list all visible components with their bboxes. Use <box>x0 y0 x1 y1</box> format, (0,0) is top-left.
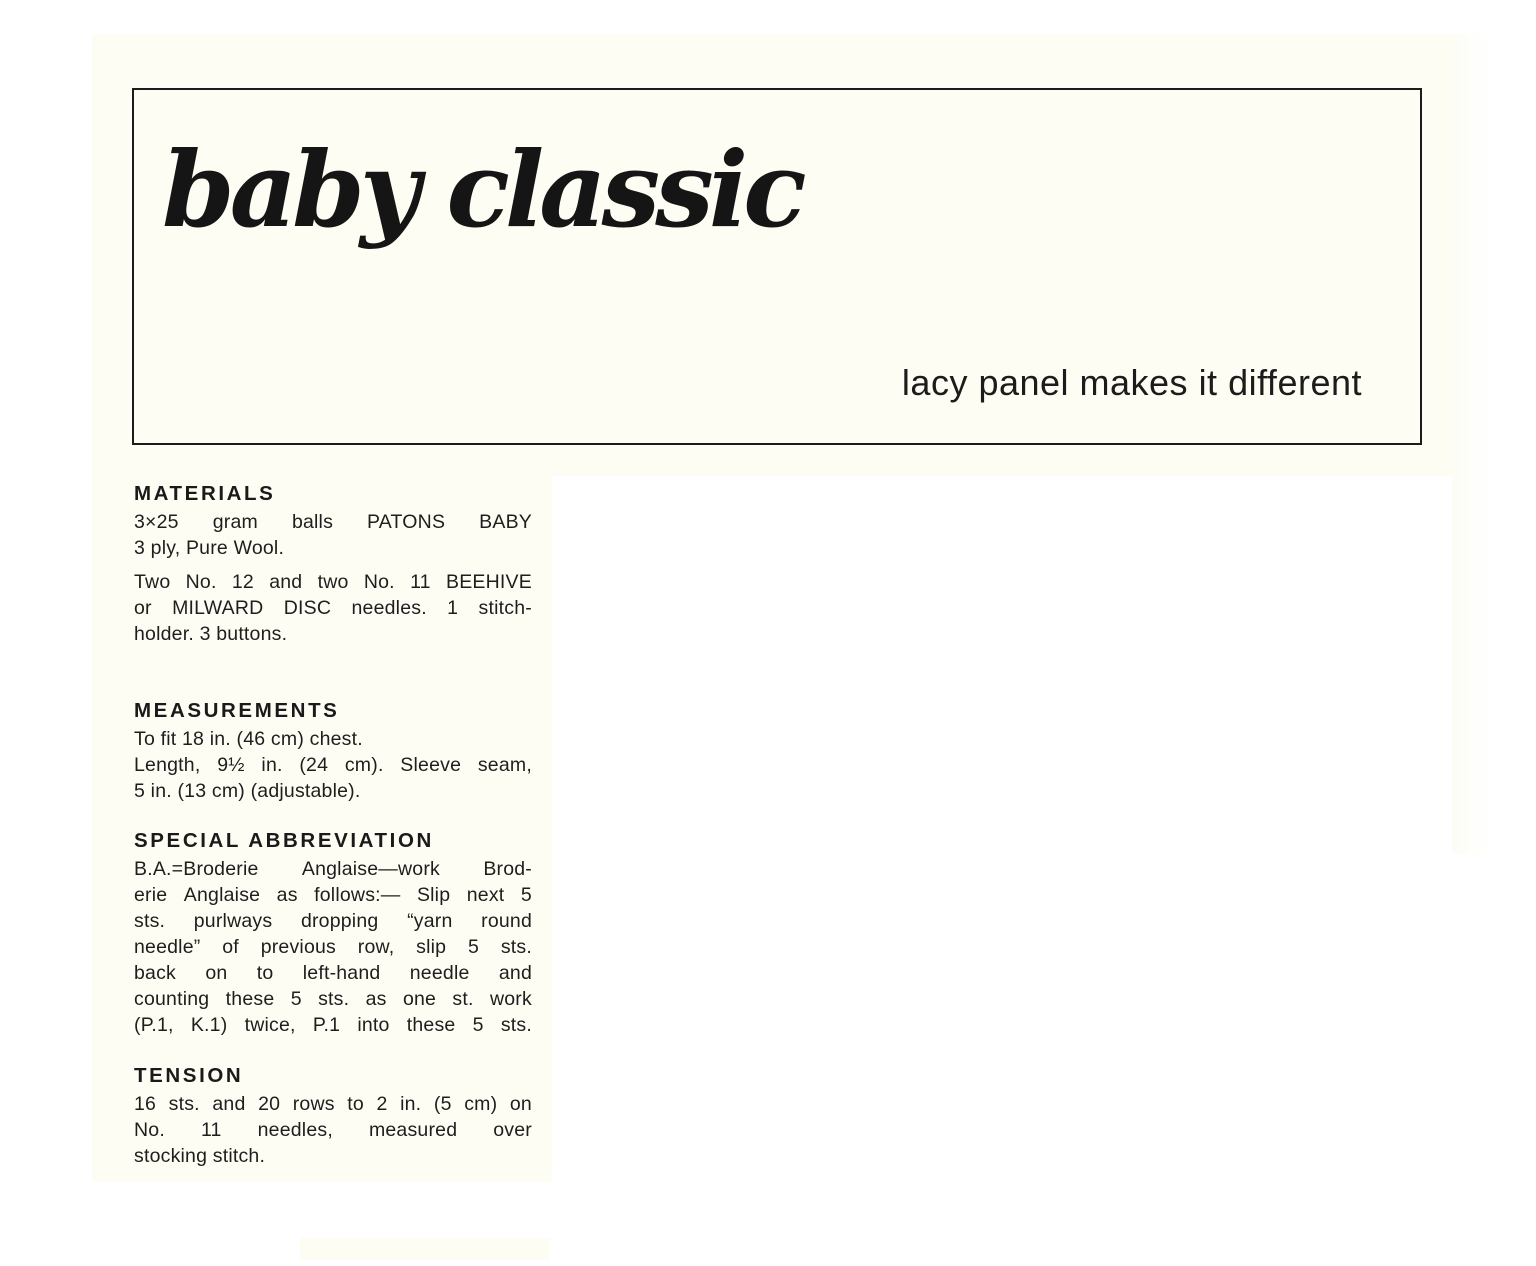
abbreviation-line: counting these 5 sts. as one st. work <box>134 988 532 1010</box>
tension-section <box>134 1062 532 1169</box>
materials-section <box>134 480 532 647</box>
abbreviation-line: erie Anglaise as follows:— Slip next 5 <box>134 884 532 906</box>
measurements-section <box>134 697 532 804</box>
tension-line: stocking stitch. <box>134 1145 266 1167</box>
materials-line: 3×25 gram balls PATONS BABY <box>134 511 532 533</box>
special-abbreviation-section <box>134 827 532 1038</box>
materials-line: or MILWARD DISC needles. 1 stitch- <box>134 597 532 619</box>
measurements-line: 5 in. (13 cm) (adjustable). <box>134 780 361 802</box>
tension-line: No. 11 needles, measured over <box>134 1119 532 1141</box>
materials-line: Two No. 12 and two No. 11 BEEHIVE <box>134 571 532 593</box>
abbreviation-line: sts. purlways dropping “yarn round <box>134 910 532 932</box>
abbreviation-line: (P.1, K.1) twice, P.1 into these 5 sts. <box>134 1014 532 1036</box>
abbreviation-line: needle” of previous row, slip 5 sts. <box>134 936 532 958</box>
materials-line: holder. 3 buttons. <box>134 623 288 645</box>
pattern-title: baby classic <box>162 128 802 251</box>
materials-line: 3 ply, Pure Wool. <box>134 537 285 559</box>
special-abbreviation-heading: SPECIAL ABBREVIATION <box>134 829 434 852</box>
abbreviation-line: back on to left-hand needle and <box>134 962 532 984</box>
paper-scrap <box>300 1238 550 1260</box>
paper-edge <box>1452 34 1494 854</box>
tension-heading: TENSION <box>134 1064 244 1087</box>
measurements-line: Length, 9½ in. (24 cm). Sleeve seam, <box>134 754 532 776</box>
abbreviation-line: B.A.=Broderie Anglaise—work Brod- <box>134 858 532 880</box>
measurements-heading: MEASUREMENTS <box>134 699 340 722</box>
title-box <box>132 88 1422 445</box>
materials-heading: MATERIALS <box>134 482 276 505</box>
pattern-subtitle: lacy panel makes it different <box>901 362 1362 403</box>
tension-line: 16 sts. and 20 rows to 2 in. (5 cm) on <box>134 1093 532 1115</box>
measurements-line: To fit 18 in. (46 cm) chest. <box>134 728 363 750</box>
